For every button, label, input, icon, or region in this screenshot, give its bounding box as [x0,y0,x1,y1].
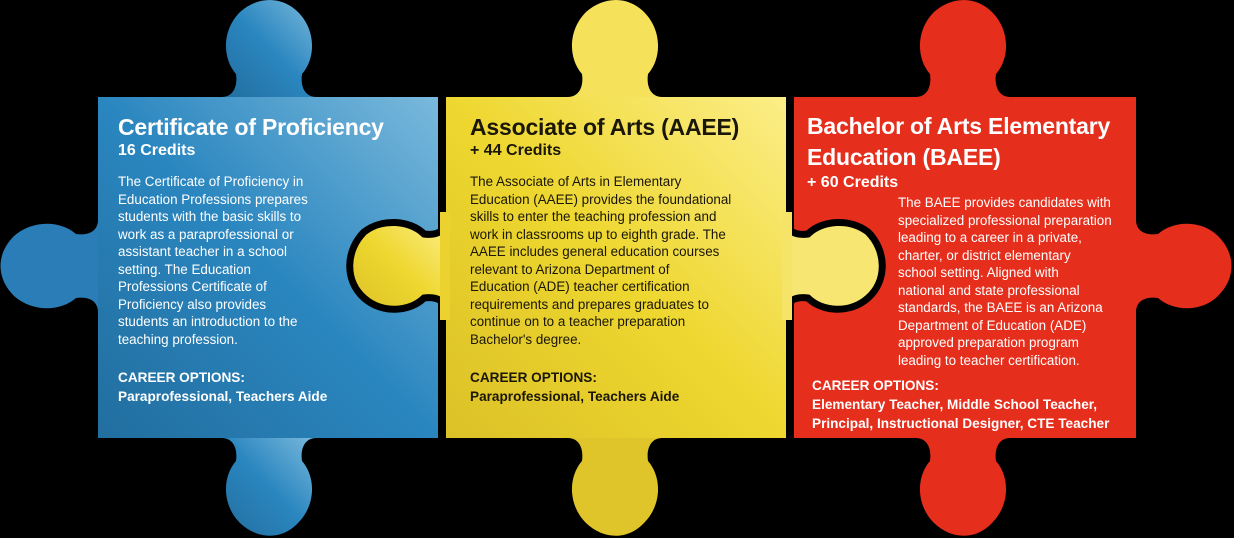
bachelor-description [898,194,1136,369]
description-line: school setting. Aligned with [898,265,1059,280]
bachelor-title-line: Bachelor of Arts Elementary [807,113,1111,139]
description-line: skills to enter the teaching profession and [470,209,717,224]
certificate-career [118,368,438,406]
description-line: Education Professions prepares [118,191,308,207]
description-line: students an introduction to the [118,314,298,329]
description-line: Department of Education (ADE) [898,317,1087,333]
bachelor-career [812,376,1142,433]
description-line: AAEE includes general education courses [470,244,720,259]
description-line: The BAEE provides candidates with [898,195,1111,210]
description-line: Bachelor's degree. [470,331,582,347]
description-line: Professions Certificate of [118,279,267,294]
description-line: setting. The Education [118,261,252,277]
description-line: approved preparation program [898,335,1079,350]
description-line: continue on to a teacher preparation [470,314,686,329]
description-line: relevant to Arizona Department of [470,261,670,277]
description-line: Proficiency also provides [118,296,267,312]
career-options-label: CAREER OPTIONS: [812,378,939,393]
career-options-value: Paraprofessional, Teachers Aide [118,389,328,404]
description-line: assistant teacher in a school [118,244,287,259]
description-line: charter, or district elementary [898,247,1071,263]
associate-credits: + 44 Credits [470,142,562,159]
description-line: students with the basic skills to [118,209,302,224]
description-line: specialized professional preparation [898,212,1112,228]
career-options-value: Elementary Teacher, Middle School Teacher, [812,397,1098,412]
description-line: leading to teacher certification. [898,352,1080,368]
career-options-label: CAREER OPTIONS: [470,370,597,385]
description-line: Education (AAEE) provides the foundational [470,191,732,207]
bachelor-title-line: Education (BAEE) [807,144,1001,170]
bachelor-title [807,111,1137,173]
certificate-title: Certificate of Proficiency [118,114,384,140]
description-line: national and state professional [898,282,1080,298]
description-line: The Associate of Arts in Elementary [470,174,682,189]
associate-career [470,368,786,406]
bachelor-card [807,111,1137,193]
associate-card [470,114,786,406]
description-line: work in classrooms up to eighth grade. The [470,226,726,242]
description-line: standards, the BAEE is an Arizona [898,300,1103,315]
certificate-description [118,173,438,348]
description-line: Education (ADE) teacher certification [470,279,690,294]
description-line: requirements and prepares graduates to [470,296,709,312]
certificate-credits: 16 Credits [118,142,196,159]
career-options-value: Principal, Instructional Designer, CTE Teacher [812,416,1110,431]
description-line: The Certificate of Proficiency in [118,174,304,189]
career-options-label: CAREER OPTIONS: [118,370,245,385]
certificate-card [118,114,438,406]
description-line: leading to a career in a private, [898,230,1082,245]
career-options-value: Paraprofessional, Teachers Aide [470,389,680,404]
associate-title: Associate of Arts (AAEE) [470,114,740,140]
associate-description [470,173,786,348]
description-line: work as a paraprofessional or [118,226,294,242]
bachelor-credits: + 60 Credits [807,174,899,191]
description-line: teaching profession. [118,331,238,347]
